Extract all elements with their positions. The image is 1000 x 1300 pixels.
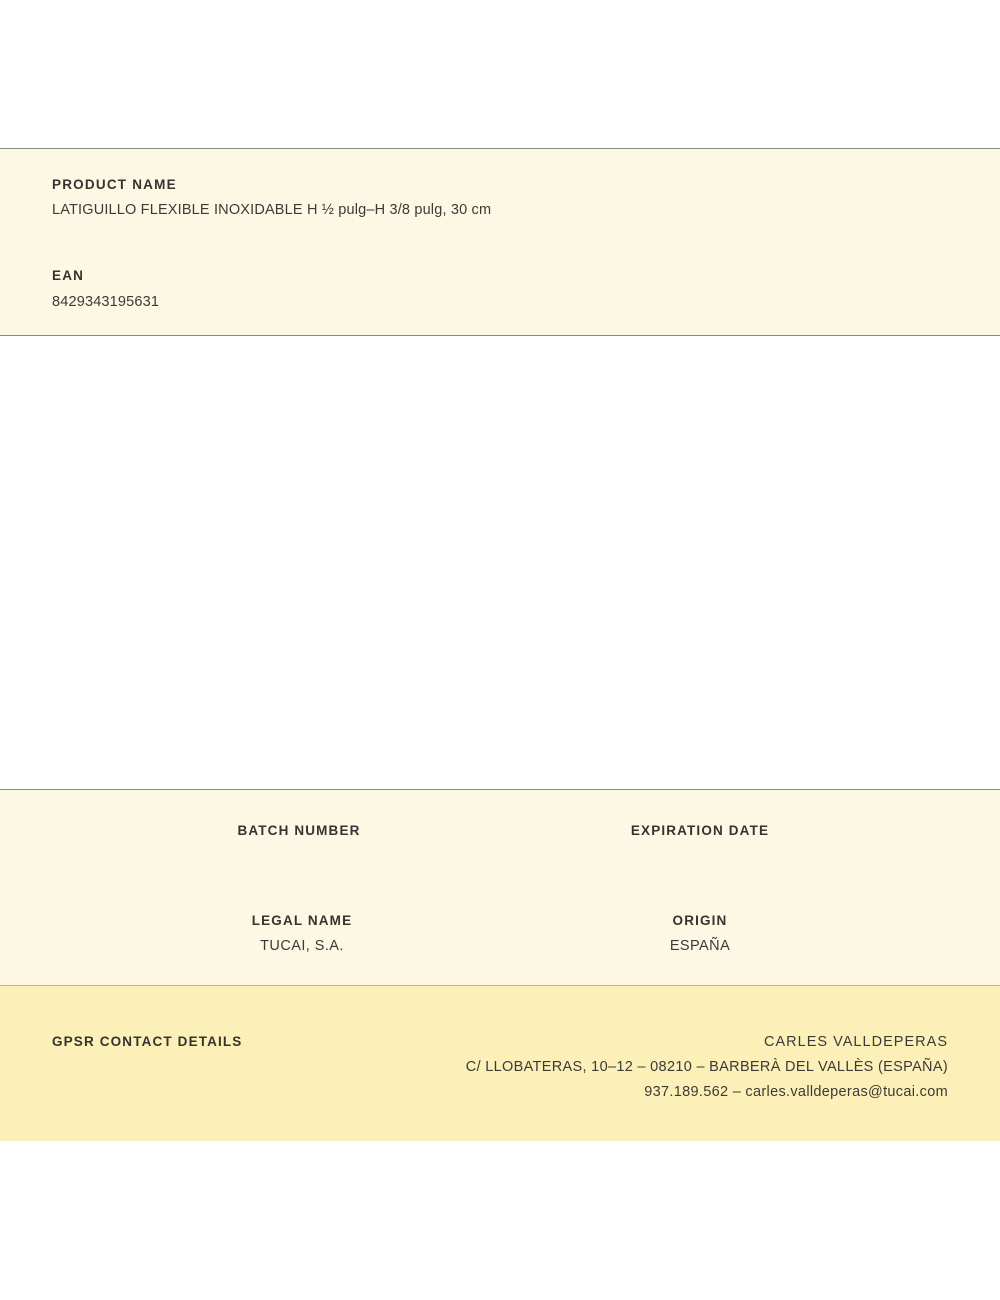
- gpsr-contact-address: C/ LLOBATERAS, 10–12 – 08210 – BARBERÀ DEL VALLÈS (ESPAÑA): [465, 1058, 948, 1075]
- blank-content-area: [0, 336, 1000, 789]
- legal-name-value: TUCAI, S.A.: [260, 938, 344, 954]
- gpsr-contact-label: GPSR CONTACT DETAILS: [52, 1034, 243, 1049]
- product-name-value: LATIGUILLO FLEXIBLE INOXIDABLE H ½ pulg–H 3/8 pulg, 30 cm: [52, 202, 492, 218]
- product-name-label: PRODUCT NAME: [52, 177, 177, 192]
- gpsr-contact-lines: [466, 1030, 948, 1105]
- batch-number-label: BATCH NUMBER: [237, 823, 361, 838]
- batch-legal-block: [0, 789, 1000, 986]
- expiration-date-cell: [550, 823, 850, 848]
- gpsr-contact-phone-email: 937.189.562 – carles.valldeperas@tucai.com: [644, 1083, 948, 1100]
- legal-name-cell: [152, 913, 452, 954]
- legal-name-label: LEGAL NAME: [251, 913, 353, 928]
- origin-cell: [550, 913, 850, 954]
- expiration-date-label: EXPIRATION DATE: [630, 823, 770, 838]
- ean-value: 8429343195631: [52, 294, 160, 310]
- gpsr-contact-name: CARLES VALLDEPERAS: [763, 1034, 948, 1050]
- gpsr-contact-block: [0, 986, 1000, 1141]
- origin-label: ORIGIN: [672, 913, 728, 928]
- batch-number-cell: [149, 823, 449, 848]
- origin-value: ESPAÑA: [669, 938, 731, 954]
- ean-label: EAN: [52, 268, 85, 283]
- product-info-block: [0, 148, 1000, 336]
